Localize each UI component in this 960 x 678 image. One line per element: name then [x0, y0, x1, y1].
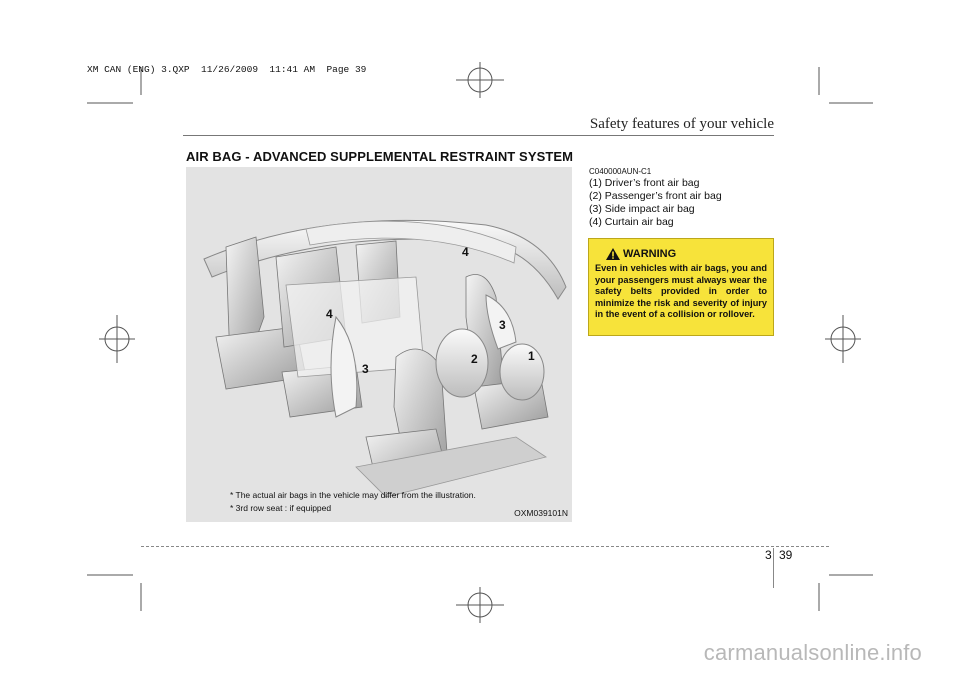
legend-item: (4) Curtain air bag — [589, 216, 674, 228]
warning-title: WARNING — [623, 248, 677, 260]
page-number-divider — [773, 548, 774, 588]
figure-note: * 3rd row seat : if equipped — [230, 502, 332, 513]
callout-curtain-airbag-right: 4 — [462, 245, 469, 259]
callout-side-airbag-left: 3 — [362, 362, 369, 376]
callout-side-airbag-right: 3 — [499, 318, 506, 332]
car-interior-drawing — [186, 167, 572, 522]
print-slug: XM CAN (ENG) 3.QXP 11/26/2009 11:41 AM Page 39 — [87, 64, 367, 75]
footer-rule — [141, 546, 829, 547]
warning-box — [588, 238, 774, 336]
callout-passenger-front-airbag: 2 — [471, 352, 478, 366]
airbag-illustration — [186, 167, 572, 522]
legend-item: (1) Driver’s front air bag — [589, 177, 700, 189]
document-code: C040000AUN-C1 — [589, 167, 652, 176]
section-heading: AIR BAG - ADVANCED SUPPLEMENTAL RESTRAINT SYSTEM — [186, 149, 574, 164]
legend-item: (2) Passenger’s front air bag — [589, 190, 722, 202]
figure-note: * The actual air bags in the vehicle may differ from the illustration. — [230, 490, 476, 500]
figure-notes — [230, 489, 476, 514]
airbag-legend — [589, 177, 722, 229]
running-title: Safety features of your vehicle — [589, 116, 774, 132]
callout-curtain-airbag-left: 4 — [326, 307, 333, 321]
callout-driver-front-airbag: 1 — [528, 349, 535, 363]
watermark: carmanualsonline.info — [703, 640, 922, 665]
chapter-number: 3 — [765, 548, 772, 562]
header-rule — [183, 135, 774, 136]
legend-item: (3) Side impact air bag — [589, 203, 695, 215]
warning-text: Even in vehicles with air bags, you and your passengers must always wear the safety belts provided in order to minimize the risk and severity of injury in the event of a collision or rollover. — [595, 263, 767, 320]
figure-code: OXM039101N — [514, 508, 568, 518]
warning-triangle-icon — [606, 248, 620, 260]
page-number: 39 — [779, 548, 793, 562]
